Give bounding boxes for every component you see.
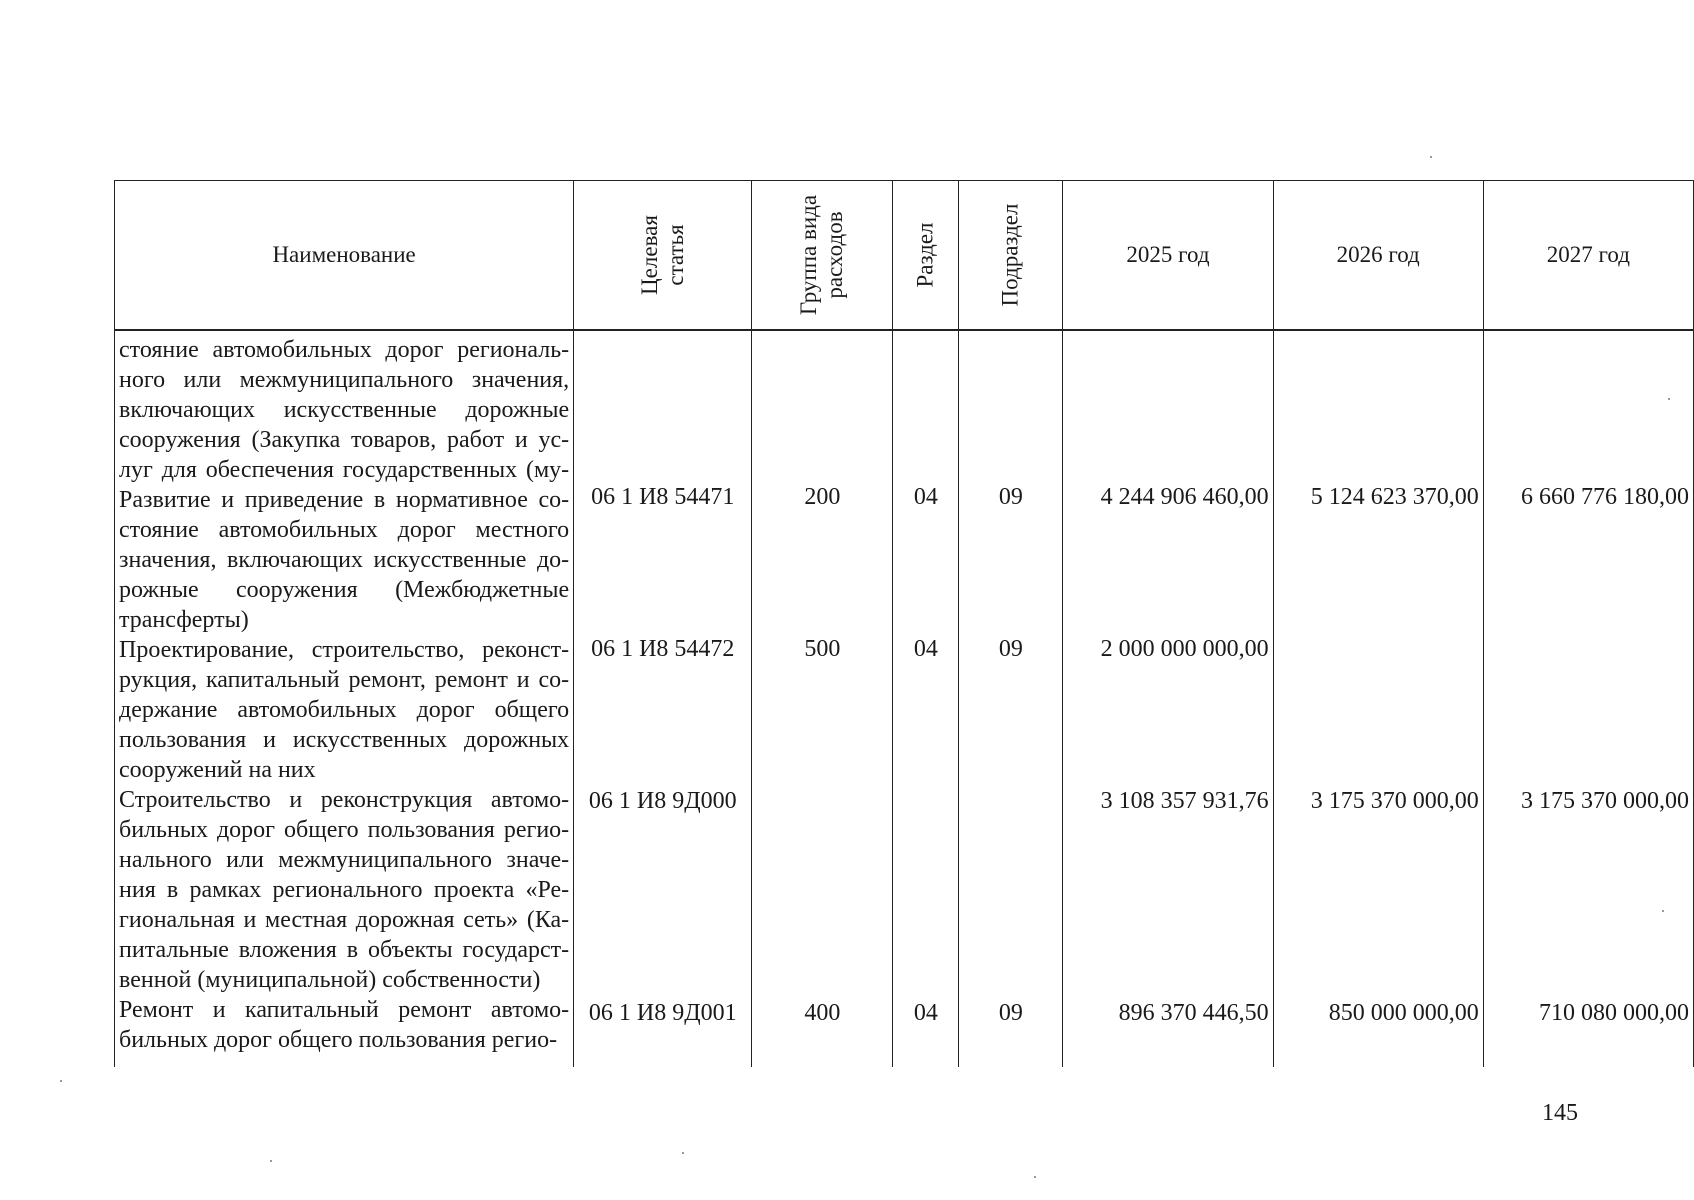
header-year-2027	[1483, 181, 1693, 331]
row-2025-3: 896 370 446,50	[1118, 1000, 1269, 1026]
row-group-0: 200	[804, 484, 841, 510]
scan-speck	[1034, 1176, 1036, 1178]
amounts-2025-column	[1063, 330, 1273, 1067]
row-2026-1	[1274, 513, 1483, 665]
row-name-0: стояние автомобильных дорог регионального или межмуниципального значения, включающих искусственные дорожные сооружения (Закупка товаров, работ и услуг для обеспечения государственных (му	[119, 337, 570, 483]
subsections-column	[959, 330, 1063, 1067]
header-name	[115, 181, 574, 331]
header-name-text: Наименование	[272, 242, 416, 267]
row-2025-2: 3 108 357 931,76	[1100, 788, 1269, 814]
scan-speck	[1668, 398, 1670, 400]
budget-table	[114, 180, 1694, 1067]
row-code-1: 06 1 И8 54472	[591, 636, 735, 662]
row-2026-2: 3 175 370 000,00	[1310, 788, 1479, 814]
header-target-text: Целевая статья	[636, 215, 688, 295]
scan-speck	[1662, 910, 1664, 912]
header-year-2025	[1063, 181, 1273, 331]
scan-speck	[270, 1160, 272, 1162]
groups-column	[752, 330, 893, 1067]
row-group-3: 400	[804, 1000, 841, 1026]
row-section-2	[893, 665, 958, 817]
row-code-2: 06 1 И8 9Д000	[588, 788, 737, 814]
row-2025-1: 2 000 000 000,00	[1100, 636, 1269, 662]
amounts-2026-column	[1273, 330, 1483, 1067]
row-code-4	[574, 1029, 751, 1067]
row-2026-0: 5 124 623 370,00	[1310, 484, 1479, 510]
row-code-0: 06 1 И8 54471	[591, 484, 735, 510]
row-group-2	[752, 665, 892, 817]
row-2025-4	[1063, 1029, 1272, 1067]
row-code-3: 06 1 И8 9Д001	[588, 1000, 737, 1026]
header-year-2027-text: 2027 год	[1546, 242, 1630, 267]
header-subsection-text: Подраздел	[997, 203, 1023, 307]
header-year-2026-text: 2026 год	[1336, 242, 1420, 267]
row-name-2: Проектирование, строительство, реконструкция, капитальный ремонт, ремонт и содержание автомобильных дорог общего пользования и искусственных дорожных сооружений на них	[119, 637, 570, 783]
table-body-row	[115, 330, 1694, 1067]
sections-column	[893, 330, 959, 1067]
row-section-3: 04	[913, 1000, 938, 1026]
row-2026-3: 850 000 000,00	[1328, 1000, 1479, 1026]
row-name-1: Развитие и приведение в нормативное состояние автомобильных дорог местного значения, включающих искусственные дорожные сооружения (Межбюджетные трансферты)	[119, 487, 570, 633]
row-subsection-2	[959, 665, 1062, 817]
row-group-1: 500	[804, 636, 841, 662]
header-expense-group-text: Группа вида расходов	[796, 194, 848, 316]
page-number: 145	[1542, 1100, 1578, 1126]
amounts-2027-column	[1483, 330, 1693, 1067]
row-2027-1	[1484, 513, 1693, 665]
row-2027-4	[1484, 1029, 1693, 1067]
row-subsection-0: 09	[998, 484, 1023, 510]
row-2025-0: 4 244 906 460,00	[1100, 484, 1269, 510]
row-name-3: Строительство и реконструкция автомобильных дорог общего пользования регионального или межмуниципального значения в рамках регионального проекта «Региональная и местная дорожная сеть» (Капитальные вложения в объекты государственной (муниципальной) собственности)	[119, 787, 570, 993]
row-name-4: Ремонт и капитальный ремонт автомобильных дорог общего пользования регио-	[119, 997, 570, 1053]
row-group-4	[752, 1029, 892, 1067]
header-section-text: Раздел	[912, 222, 938, 288]
header-expense-group	[752, 181, 893, 331]
names-column	[115, 330, 574, 1067]
scan-speck	[1430, 156, 1432, 158]
row-section-4	[893, 1029, 958, 1067]
header-target-article	[574, 181, 752, 331]
row-2026-4	[1274, 1029, 1483, 1067]
row-section-0: 04	[913, 484, 938, 510]
header-subsection	[959, 181, 1063, 331]
row-subsection-1: 09	[998, 636, 1023, 662]
row-subsection-3: 09	[998, 1000, 1023, 1026]
header-year-2026	[1273, 181, 1483, 331]
row-2027-3: 710 080 000,00	[1539, 1000, 1689, 1026]
scan-speck	[60, 1080, 62, 1082]
header-year-2025-text: 2025 год	[1126, 242, 1210, 267]
table-header-row	[115, 181, 1694, 331]
row-section-1: 04	[913, 636, 938, 662]
row-2027-0: 6 660 776 180,00	[1521, 484, 1689, 510]
row-2027-2: 3 175 370 000,00	[1521, 788, 1689, 814]
scan-speck	[682, 1152, 684, 1154]
codes-column	[574, 330, 752, 1067]
row-subsection-4	[959, 1029, 1062, 1067]
header-section	[893, 181, 959, 331]
